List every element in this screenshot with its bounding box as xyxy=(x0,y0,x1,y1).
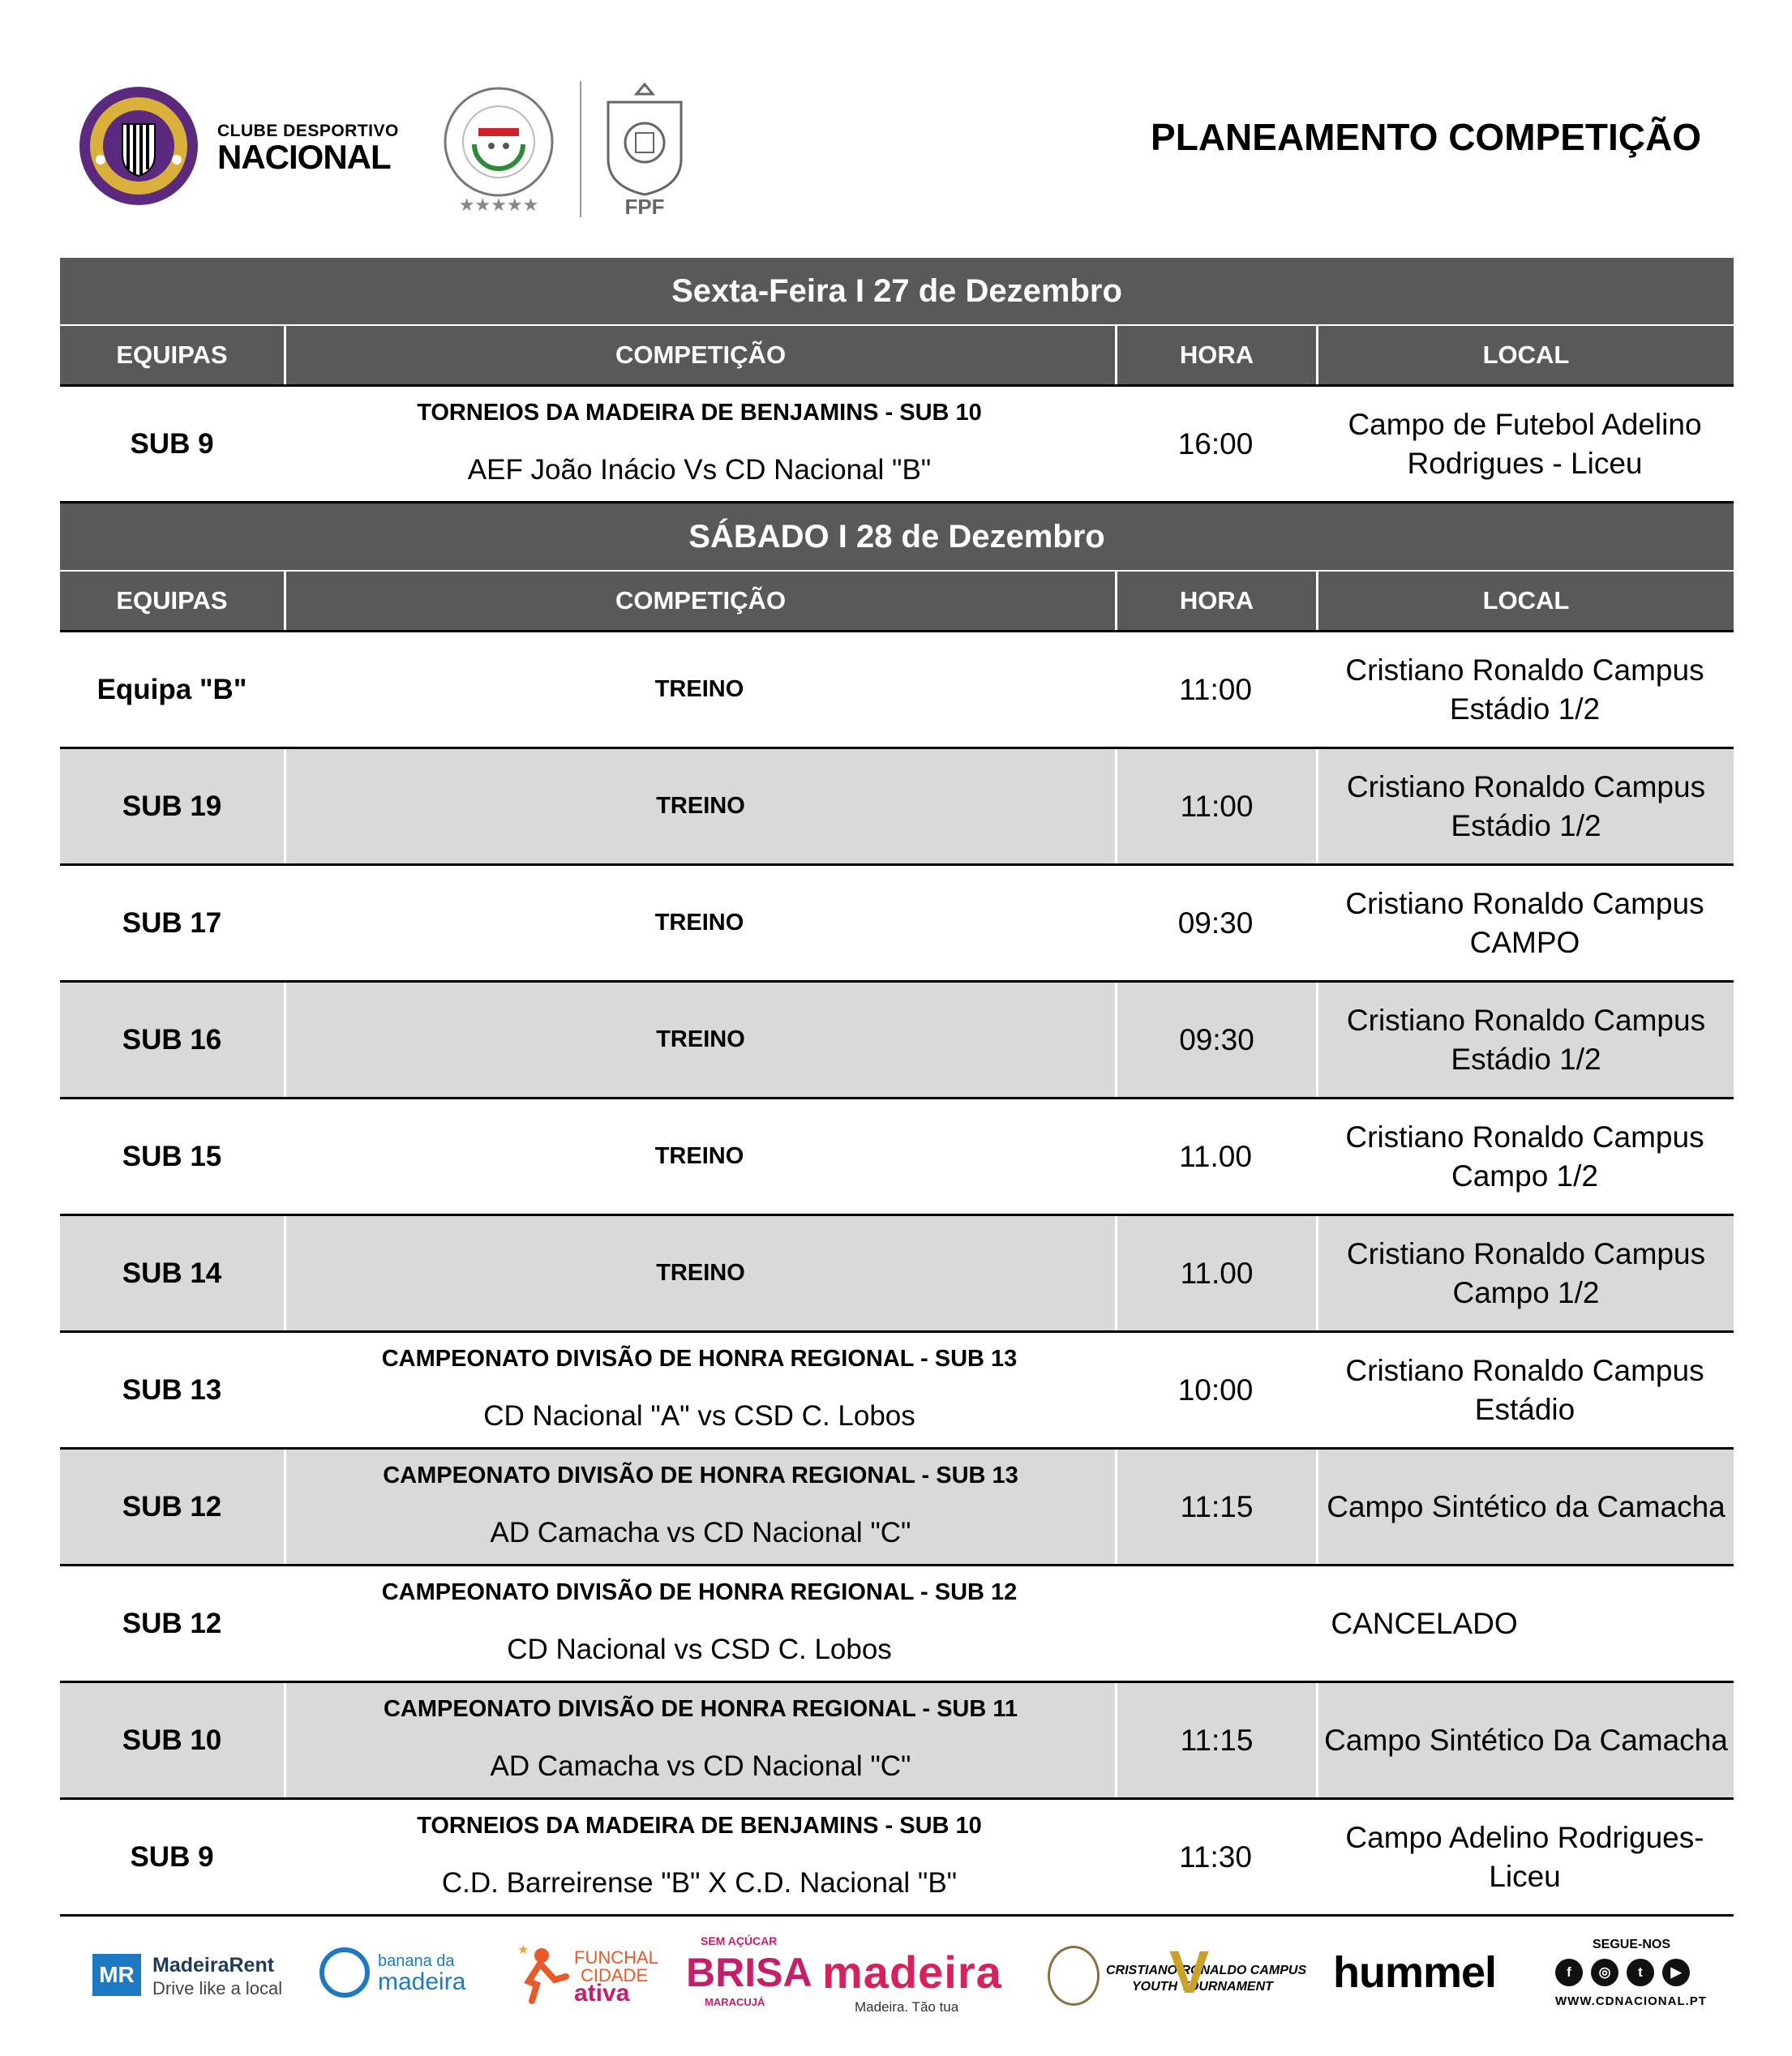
schedule-table xyxy=(60,258,1734,1917)
competition-title: TREINO xyxy=(654,676,744,702)
club-name xyxy=(217,122,399,177)
team-cell: SUB 17 xyxy=(122,906,222,939)
location-cell: Cristiano Ronaldo Campus Estádio xyxy=(1345,1353,1704,1426)
club-name-line2: NACIONAL xyxy=(217,138,391,176)
team-cell: SUB 9 xyxy=(130,427,214,460)
column-header-location: LOCAL xyxy=(1316,326,1734,384)
competition-title: TREINO xyxy=(656,793,745,819)
team-cell: SUB 12 xyxy=(122,1490,222,1523)
location-cell: Cristiano Ronaldo Campus Estádio 1/2 xyxy=(1316,749,1734,863)
column-header-competition: COMPETIÇÃO xyxy=(284,326,1115,384)
table-row xyxy=(60,980,1734,1097)
team-cell: SUB 10 xyxy=(122,1724,222,1756)
table-row xyxy=(60,1447,1734,1564)
competition-title: TORNEIOS DA MADEIRA DE BENJAMINS - SUB 10 xyxy=(417,1813,982,1839)
location-cell: Campo de Futebol Adelino Rodrigues - Liceu xyxy=(1348,407,1702,480)
brisa-top-label: SEM AÇÚCAR xyxy=(701,1934,778,1947)
match-label: CD Nacional vs CSD C. Lobos xyxy=(507,1634,892,1665)
match-label: CD Nacional "A" vs CSD C. Lobos xyxy=(483,1400,915,1432)
sponsor-footer xyxy=(60,1905,1734,2027)
time-cell: 11:15 xyxy=(1115,1450,1316,1564)
table-row xyxy=(60,1097,1734,1214)
funchal-line2: CIDADE xyxy=(581,1965,649,1985)
competition-title: CAMPEONATO DIVISÃO DE HONRA REGIONAL - SUB 13 xyxy=(381,1346,1018,1372)
page-title: PLANEAMENTO COMPETIÇÃO xyxy=(1151,116,1701,158)
team-cell: SUB 9 xyxy=(130,1840,214,1873)
brisa-flavour-label: MARACUJÁ xyxy=(705,1996,765,2008)
time-cell: 10:00 xyxy=(1177,1373,1254,1407)
cr-campus-v-mark: V xyxy=(1169,1938,1210,2006)
brisa-logo: BRISA xyxy=(686,1950,812,1995)
location-cell: Cristiano Ronaldo Campus Campo 1/2 xyxy=(1345,1120,1704,1193)
column-header-time: HORA xyxy=(1115,326,1316,384)
cr-campus-crest xyxy=(1048,1946,1100,2006)
cancelled-status-cell xyxy=(1115,1566,1734,1681)
column-header-location: LOCAL xyxy=(1316,572,1734,630)
cr-campus-line1: CRISTIANO RONALDO CAMPUS xyxy=(1106,1964,1307,1977)
table-row xyxy=(60,630,1734,747)
team-cell: SUB 14 xyxy=(122,1257,222,1289)
time-cell: 09:30 xyxy=(1115,983,1316,1097)
match-label: AD Camacha vs CD Nacional "C" xyxy=(490,1517,911,1548)
competition-title: CAMPEONATO DIVISÃO DE HONRA REGIONAL - SUB 13 xyxy=(383,1463,1018,1488)
table-row xyxy=(60,1681,1734,1797)
location-cell: Cristiano Ronaldo Campus Estádio 1/2 xyxy=(1316,983,1734,1097)
table-row xyxy=(60,1564,1734,1681)
twitter-icon[interactable]: t xyxy=(1627,1959,1654,1986)
banana-madeira-line2: madeira xyxy=(378,1968,466,1995)
competition-cell xyxy=(284,1333,1115,1447)
match-label: AEF João Inácio Vs CD Nacional "B" xyxy=(467,454,932,486)
team-cell: SUB 15 xyxy=(122,1140,222,1172)
competition-title: TREINO xyxy=(656,1260,745,1286)
location-cell: Campo Sintético Da Camacha xyxy=(1316,1683,1734,1797)
table-row xyxy=(60,1214,1734,1330)
time-cell: 11:00 xyxy=(1179,672,1252,706)
funchal-line1: FUNCHAL xyxy=(574,1947,658,1968)
team-cell: SUB 16 xyxy=(122,1023,222,1056)
fpf-label: FPF xyxy=(624,195,665,219)
team-cell: SUB 19 xyxy=(122,790,222,822)
instagram-icon[interactable]: ◎ xyxy=(1591,1959,1618,1986)
svg-text:★★★★★: ★★★★★ xyxy=(458,195,539,216)
time-cell: 11:00 xyxy=(1115,749,1316,863)
team-cell: SUB 13 xyxy=(122,1373,222,1406)
time-cell: 11.00 xyxy=(1115,1216,1316,1330)
visit-madeira-slogan: Madeira. Tão tua xyxy=(855,1999,959,2015)
time-cell: 11:30 xyxy=(1179,1840,1252,1874)
column-header-row xyxy=(60,326,1734,384)
match-label: C.D. Barreirense "B" X C.D. Nacional "B" xyxy=(441,1867,958,1899)
funchal-line3: ativa xyxy=(574,1980,630,2007)
column-header-competition: COMPETIÇÃO xyxy=(284,572,1115,630)
competition-title: CAMPEONATO DIVISÃO DE HONRA REGIONAL - SUB 12 xyxy=(381,1579,1018,1605)
visit-madeira-logo: madeira xyxy=(822,1947,1002,1998)
club-name-line1: CLUBE DESPORTIVO xyxy=(217,122,399,140)
table-row xyxy=(60,1797,1734,1914)
competition-title: TORNEIOS DA MADEIRA DE BENJAMINS - SUB 10 xyxy=(417,400,982,426)
follow-us-label: SEGUE-NOS xyxy=(1593,1938,1671,1951)
hummel-logo: hummel xyxy=(1333,1948,1497,1997)
banana-madeira-line1: banana da xyxy=(378,1952,455,1970)
madeirarent-tagline: Drive like a local xyxy=(152,1978,283,1998)
table-row xyxy=(60,863,1734,980)
column-header-row xyxy=(60,572,1734,630)
competition-cell xyxy=(284,1099,1115,1214)
competition-title: TREINO xyxy=(654,1143,744,1169)
column-header-team: EQUIPAS xyxy=(116,341,228,369)
location-cell: Cristiano Ronaldo Campus CAMPO xyxy=(1345,886,1704,959)
header-divider xyxy=(580,81,581,217)
team-cell: SUB 12 xyxy=(122,1607,222,1639)
competition-cell xyxy=(284,387,1115,501)
competition-cell xyxy=(284,632,1115,747)
table-row xyxy=(60,1330,1734,1447)
day-header-friday: Sexta-Feira I 27 de Dezembro xyxy=(60,258,1734,326)
competition-cell xyxy=(284,983,1115,1097)
competition-cell xyxy=(284,1566,1115,1681)
competition-title: TREINO xyxy=(654,910,744,936)
match-label: AD Camacha vs CD Nacional "C" xyxy=(490,1750,911,1782)
column-header-team: EQUIPAS xyxy=(116,586,228,615)
banana-madeira-logo xyxy=(319,1947,370,1998)
column-header-time: HORA xyxy=(1115,572,1316,630)
competition-title: TREINO xyxy=(656,1026,745,1052)
time-cell: 11:15 xyxy=(1115,1683,1316,1797)
table-row xyxy=(60,747,1734,863)
club-crest-logo xyxy=(71,85,206,207)
fpf-logo xyxy=(600,79,689,219)
location-cell: Cristiano Ronaldo Campus Campo 1/2 xyxy=(1316,1216,1734,1330)
location-cell: Campo Sintético da Camacha xyxy=(1316,1450,1734,1564)
competition-cell xyxy=(284,1800,1115,1914)
competition-cell xyxy=(284,1683,1115,1797)
competition-cell xyxy=(284,749,1115,863)
time-cell: 16:00 xyxy=(1177,426,1254,460)
table-row xyxy=(60,384,1734,501)
website-link[interactable]: WWW.CDNACIONAL.PT xyxy=(1555,1994,1707,2008)
day-header-saturday: SÁBADO I 28 de Dezembro xyxy=(60,503,1734,572)
competition-cell xyxy=(284,866,1115,980)
svg-text:★: ★ xyxy=(517,1942,529,1957)
location-cell: Campo Adelino Rodrigues- Liceu xyxy=(1345,1820,1704,1893)
cr-campus-line2: YOUTH TOURNAMENT xyxy=(1132,1980,1273,1994)
youtube-icon[interactable]: ▶ xyxy=(1662,1959,1690,1986)
location-cell: Cristiano Ronaldo Campus Estádio 1/2 xyxy=(1345,653,1704,726)
facebook-icon[interactable]: f xyxy=(1555,1959,1583,1986)
madeirarent-logo: MR xyxy=(92,1954,141,1996)
funchal-cidade-ativa-icon xyxy=(511,1939,576,2004)
team-cell: Equipa "B" xyxy=(96,673,247,705)
competition-cell xyxy=(284,1216,1115,1330)
madeirarent-name: MadeiraRent xyxy=(152,1954,275,1977)
page-header xyxy=(0,0,1792,243)
time-cell: 09:30 xyxy=(1177,906,1254,940)
competition-cell xyxy=(284,1450,1115,1564)
time-cell: 11.00 xyxy=(1179,1139,1252,1173)
certification-seal-logo xyxy=(438,81,559,219)
cancelled-status: CANCELADO xyxy=(1331,1606,1518,1640)
competition-title: CAMPEONATO DIVISÃO DE HONRA REGIONAL - SUB 11 xyxy=(383,1696,1018,1722)
